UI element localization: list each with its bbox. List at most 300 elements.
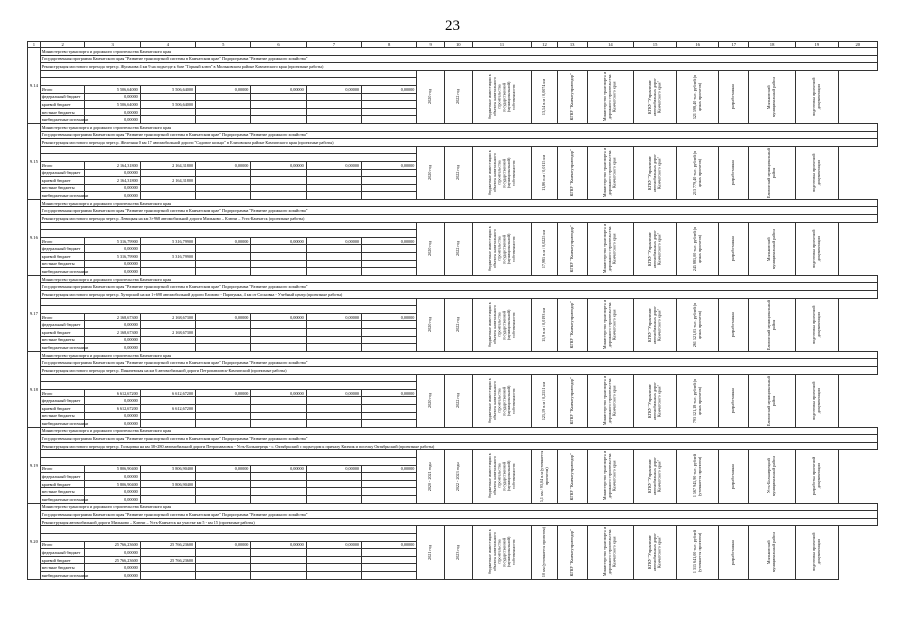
record-start-text: 2020 год (427, 165, 433, 181)
record-end (444, 526, 472, 579)
record-capacity-text: 5,1 км / 93,04 п.м (уточняется проектом) (538, 450, 549, 503)
funding-value (140, 268, 195, 276)
funding-value (251, 260, 306, 268)
funding-value: 0,00000 (362, 161, 417, 169)
funding-source-label: федеральный бюджет (40, 93, 85, 101)
funding-value (196, 556, 251, 564)
funding-value (251, 192, 306, 200)
funding-value: 5 316,79900 (85, 253, 140, 261)
funding-value (140, 571, 195, 579)
funding-value (362, 488, 417, 496)
column-number: 18 (749, 42, 796, 48)
record-capacity-text: 10 км (уточняется проектом) (541, 527, 547, 578)
funding-source-label: краевой бюджет (40, 253, 85, 261)
funding-value (362, 404, 417, 412)
funding-value (306, 321, 361, 329)
record-builder-text: КГКУ "Управление автомобильных дорог Камчатского края" (646, 457, 662, 496)
funding-value (306, 480, 361, 488)
empty-cell (40, 450, 417, 458)
record-object-row (28, 442, 878, 450)
funding-source-label: внебюджетные источники (41, 572, 89, 578)
funding-value (362, 556, 417, 564)
funding-value (196, 169, 251, 177)
record-start (417, 450, 445, 503)
record-capacity (532, 526, 558, 579)
funding-value: 6 612,67200 (140, 404, 195, 412)
funding-value: 0,00000 (251, 161, 306, 169)
record-capacity-text: 17,985 п.м / 0,0225 км (541, 229, 547, 268)
funding-source-label: краевой бюджет (40, 101, 85, 109)
funding-value: 2 164,31800 (85, 177, 140, 185)
funding-source-label: Итого (40, 389, 85, 397)
record-org-row (28, 48, 878, 56)
record-end-text: 2022 - 2023 годы (454, 461, 460, 492)
funding-value (362, 321, 417, 329)
record-end (444, 70, 472, 123)
record-district (749, 450, 796, 503)
record-stage (719, 146, 749, 199)
column-number: 12 (532, 42, 558, 48)
funding-source-label: внебюджетные источники (41, 269, 89, 275)
record-grbs-text: Министерство транспорта и дорожного строительства Камчатского края (602, 452, 617, 502)
funding-value: 25 766,23600 (85, 541, 140, 549)
funding-value (140, 336, 195, 344)
funding-value (306, 420, 361, 428)
record-spacer-row (28, 222, 878, 230)
record-work (795, 526, 838, 579)
record-direction (472, 450, 532, 503)
empty-cell (40, 306, 417, 314)
funding-value (362, 571, 417, 579)
record-direction-text: бюджетные инвестиции в объекты капитального строительства государственной (муниципальной) собственности (486, 454, 516, 499)
record-start (417, 298, 445, 351)
funding-value: 0,00000 (85, 108, 140, 116)
record-start-text: 2020 год (427, 89, 433, 105)
funding-value (140, 108, 195, 116)
funding-value (306, 177, 361, 185)
funding-value: 0,00000 (251, 85, 306, 93)
funding-value: 6 612,67200 (85, 389, 140, 397)
record-builder (634, 222, 677, 275)
funding-value (196, 245, 251, 253)
funding-value: 0,00000 (306, 313, 361, 321)
funding-source-label: краевой бюджет (40, 404, 85, 412)
funding-value (306, 93, 361, 101)
record-direction-text: бюджетные инвестиции в объекты капитального строительства государственной (муниципальной) собственности (486, 378, 516, 423)
empty-cell (40, 70, 417, 78)
record-grbs (587, 526, 634, 579)
funding-value: 25 766,23600 (85, 556, 140, 564)
funding-value: 0,00000 (362, 465, 417, 473)
funding-value (251, 397, 306, 405)
record-org-row (28, 351, 878, 359)
funding-value (362, 169, 417, 177)
funding-value: 6 612,67200 (85, 404, 140, 412)
record-work-text: подготовка проектной документации (810, 533, 821, 572)
record-customer (557, 70, 587, 123)
record-organization: Министерство транспорта и дорожного строительства Камчатского края (40, 123, 877, 131)
funding-value: 0,00000 (85, 549, 140, 557)
empty-cell (40, 298, 417, 306)
column-number: 15 (634, 42, 677, 48)
funding-value: 5 316,79900 (140, 237, 195, 245)
funding-value (251, 344, 306, 352)
record-object-row (28, 518, 878, 526)
record-direction (472, 222, 532, 275)
funding-value: 0,00000 (251, 465, 306, 473)
record-end (444, 222, 472, 275)
record-stage-text: разработанная (730, 312, 736, 338)
funding-value (140, 473, 195, 481)
funding-value (251, 116, 306, 124)
record-spacer-row (28, 526, 878, 534)
column-number: 7 (306, 42, 361, 48)
record-program: Государственная программа Камчатского края "Развитие транспортной системы в Камчатском крае" Подпрограмма "Развитие дорожного хозяйства" (40, 435, 877, 443)
funding-value (251, 336, 306, 344)
funding-source-label: внебюджетные источники (41, 117, 89, 123)
empty-cell (40, 382, 417, 390)
record-program-row (28, 207, 878, 215)
record-program: Государственная программа Камчатского края "Развитие транспортной системы в Камчатском крае" Подпрограмма "Развитие дорожного хозяйства" (40, 55, 877, 63)
funding-value (251, 404, 306, 412)
record-direction (472, 70, 532, 123)
record-program: Государственная программа Камчатского края "Развитие транспортной системы в Камчатском крае" Подпрограмма "Развитие дорожного хозяйства" (40, 359, 877, 367)
funding-value (362, 549, 417, 557)
funding-value (306, 184, 361, 192)
funding-value: 0,00000 (196, 541, 251, 549)
empty-cell (40, 222, 417, 230)
funding-value (306, 116, 361, 124)
record-object: Реконструкция автомобильной дороги Мильково – Ключи – Усть-Камчатск на участке км 5 - км 15 (проектные работы) (40, 518, 877, 526)
funding-value (251, 328, 306, 336)
funding-value: 0,00000 (85, 321, 140, 329)
record-district-text: Усть-Большерецкий муниципальный район (766, 456, 777, 497)
column-number: 20 (838, 42, 877, 48)
funding-value (362, 412, 417, 420)
record-builder (634, 298, 677, 351)
funding-value: 0,00000 (85, 184, 140, 192)
record-object: Реконструкция мостового перехода через р. Жупанова 4 км 9 на подъезде к базе "Горный ключ" в Мильковском районе Камчатского края (проектные работы) (40, 63, 877, 71)
record-cost-text: 213 779,40 тыс. рублей (в ценах проектов) (691, 150, 702, 195)
record-end (444, 146, 472, 199)
record-object-row (28, 63, 878, 71)
record-direction (472, 298, 532, 351)
funding-value (196, 496, 251, 504)
funding-value (140, 397, 195, 405)
record-start-text: 2021 год (427, 545, 433, 560)
funding-value: 0,00000 (306, 541, 361, 549)
funding-value: 0,00000 (85, 116, 140, 124)
record-capacity-text: 125,19 п.м / 0,2551 км (541, 381, 547, 420)
funding-value: 0,00000 (251, 237, 306, 245)
record-district-text: Мильковский муниципальный район (766, 228, 777, 269)
funding-source-label: краевой бюджет (40, 556, 85, 564)
funding-value: 0,00000 (196, 465, 251, 473)
funding-source-label: внебюджетные источники (41, 496, 89, 502)
funding-value (196, 344, 251, 352)
record-grbs (587, 298, 634, 351)
funding-value (251, 480, 306, 488)
funding-value (251, 420, 306, 428)
funding-value: 5 506,64000 (85, 85, 140, 93)
record-organization: Министерство транспорта и дорожного строительства Камчатского края (40, 48, 877, 56)
funding-value (362, 116, 417, 124)
empty-cell (40, 154, 417, 162)
record-end-text: 2022 год (454, 317, 460, 333)
funding-value (251, 488, 306, 496)
funding-source-label: местные бюджеты (40, 564, 85, 572)
funding-value (140, 93, 195, 101)
record-program: Государственная программа Камчатского края "Развитие транспортной системы в Камчатском крае" Подпрограмма "Развитие дорожного хозяйства" (40, 131, 877, 139)
record-work-text: подготовка проектной документации (810, 305, 821, 344)
column-number: 5 (196, 42, 251, 48)
record-code: 9.19 (28, 427, 41, 503)
record-end-text: 2022 год (454, 89, 460, 105)
record-code: 9.17 (28, 275, 41, 351)
empty-cell (40, 534, 417, 542)
funding-value (362, 564, 417, 572)
funding-value (251, 564, 306, 572)
funding-value (306, 101, 361, 109)
record-direction-text: бюджетные инвестиции в объекты капитального строительства государственной (муниципальной) собственности (486, 226, 516, 272)
record-code: 9.16 (28, 199, 41, 275)
funding-value (196, 549, 251, 557)
record-builder (634, 146, 677, 199)
funding-value: 25 766,23600 (140, 556, 195, 564)
funding-value: 0,00000 (306, 161, 361, 169)
record-capacity-text: 11,9 п.м / 0,0193 км (541, 307, 547, 342)
record-object: Реконструкция мостового перехода через р. Железная 0 км 17 автомобильной дороги "Садовое кольцо" в Елизовском районе Камчатского края (проектные работы) (40, 139, 877, 147)
funding-value (140, 184, 195, 192)
record-customer (557, 526, 587, 579)
funding-value: 2 164,31800 (85, 161, 140, 169)
record-district (749, 374, 796, 427)
record-spacer-row (28, 146, 878, 154)
funding-value (196, 420, 251, 428)
funding-source-label: местные бюджеты (40, 488, 85, 496)
funding-value (196, 488, 251, 496)
funding-value (306, 169, 361, 177)
funding-value (140, 420, 195, 428)
record-builder (634, 374, 677, 427)
record-stage (719, 70, 749, 123)
column-number: 8 (362, 42, 417, 48)
funding-source-label: внебюджетные источники (41, 193, 89, 199)
funding-value (362, 260, 417, 268)
funding-value (196, 473, 251, 481)
funding-value: 6 612,67200 (140, 389, 195, 397)
funding-value (251, 496, 306, 504)
funding-value (362, 397, 417, 405)
record-district (749, 526, 796, 579)
funding-value (196, 268, 251, 276)
record-work (795, 222, 838, 275)
record-stage-text: разработанная (730, 84, 736, 110)
funding-value (362, 473, 417, 481)
funding-value (362, 93, 417, 101)
record-customer-text: КГКУ "Камчатуправтодор" (568, 149, 574, 197)
record-work (795, 146, 838, 199)
funding-value: 0,00000 (362, 389, 417, 397)
record-object: Реконструкция мостового перехода через р. Гольцовка на км 38+280 автомобильной дороги Петропавловск - Усть-Большерецк - с. Октябрьский с подъездом к причалу Кихчик и поселку Октябрьский (проектные работы) (40, 442, 877, 450)
record-start (417, 222, 445, 275)
record-district-text: Елизовский муниципальный район (766, 375, 777, 426)
column-number: 17 (719, 42, 749, 48)
record-start (417, 374, 445, 427)
funding-value (196, 260, 251, 268)
funding-source-label: федеральный бюджет (40, 245, 85, 253)
funding-value (306, 488, 361, 496)
record-stage-text: разработанная (730, 236, 736, 262)
record-direction (472, 526, 532, 579)
record-organization: Министерство транспорта и дорожного строительства Камчатского края (40, 351, 877, 359)
empty-cell (40, 526, 417, 534)
record-spacer-row (28, 374, 878, 382)
funding-value (251, 245, 306, 253)
funding-value (362, 328, 417, 336)
funding-value (362, 184, 417, 192)
record-organization: Министерство транспорта и дорожного строительства Камчатского края (40, 275, 877, 283)
record-end-text: 2022 год (454, 165, 460, 181)
funding-value (251, 108, 306, 116)
funding-value (362, 480, 417, 488)
funding-value (306, 564, 361, 572)
record-object: Реконструкция мостового перехода через р. Хуторской на км 1+698 автомобильной дороги Елизово - Паратунка, 4 км от Сосновка - Учебный центр (проектные работы) (40, 291, 877, 299)
funding-value: 0,00000 (85, 488, 140, 496)
funding-value (362, 253, 417, 261)
funding-value (196, 101, 251, 109)
record-end-text: 2022 год (454, 393, 460, 409)
funding-value (196, 397, 251, 405)
record-builder-text: КГКУ "Управление автомобильных дорог Камчатского края" (646, 153, 662, 192)
record-program-row (28, 131, 878, 139)
record-cost (676, 70, 719, 123)
funding-value (306, 473, 361, 481)
funding-value (362, 192, 417, 200)
empty-cell (40, 230, 417, 238)
record-program-row (28, 283, 878, 291)
record-stage (719, 222, 749, 275)
record-cost (676, 222, 719, 275)
funding-value (251, 169, 306, 177)
record-object-row (28, 139, 878, 147)
record-district (749, 70, 796, 123)
funding-value (140, 412, 195, 420)
record-grbs-text: Министерство транспорта и дорожного строительства Камчатского края (602, 376, 617, 426)
record-program-row (28, 511, 878, 519)
funding-value: 0,00000 (196, 389, 251, 397)
empty-cell (40, 374, 417, 382)
funding-value (306, 336, 361, 344)
record-org-row (28, 503, 878, 511)
record-org-row (28, 275, 878, 283)
record-code: 9.14 (28, 48, 41, 124)
funding-value (196, 177, 251, 185)
funding-source-label: федеральный бюджет (40, 549, 85, 557)
record-cost-text: 521 598,40 тыс. рублей (в ценах проектов) (691, 74, 702, 119)
funding-value (362, 420, 417, 428)
record-work-text: подготовка проектной документации (810, 77, 821, 117)
record-grbs-text: Министерство транспорта и дорожного строительства Камчатского края (602, 72, 617, 122)
record-cost-text: 793 121,18 тыс. рублей (в ценах проектов) (691, 378, 702, 423)
empty-cell (40, 458, 417, 466)
funding-value: 2 164,31800 (140, 161, 195, 169)
funding-value: 0,00000 (85, 336, 140, 344)
record-cost-text: 245 885,00 тыс. рублей (в ценах проектов) (691, 226, 702, 271)
record-program-row (28, 55, 878, 63)
funding-value (251, 321, 306, 329)
column-number: 2 (40, 42, 85, 48)
record-org-row (28, 199, 878, 207)
record-organization: Министерство транспорта и дорожного строительства Камчатского края (40, 503, 877, 511)
record-district-text: Елизовский муниципальный район (766, 299, 777, 350)
funding-value (251, 93, 306, 101)
funding-value: 0,00000 (85, 397, 140, 405)
record-object: Реконструкция мостового перехода через р. Пиначевская на км 6 автомобильной дороги Петропавловск-Камчатский (проектные работы) (40, 366, 877, 374)
record-end (444, 298, 472, 351)
funding-value (251, 177, 306, 185)
record-object-row (28, 366, 878, 374)
record-program-row (28, 359, 878, 367)
funding-value (140, 488, 195, 496)
funding-value (306, 108, 361, 116)
record-grbs (587, 450, 634, 503)
record-stage-text: разработанная (730, 160, 736, 186)
record-grbs (587, 374, 634, 427)
funding-source-label: Итого (40, 313, 85, 321)
funding-source-label: федеральный бюджет (40, 397, 85, 405)
funding-value: 0,00000 (85, 169, 140, 177)
funding-source-label: Итого (40, 237, 85, 245)
funding-value: 0,00000 (85, 412, 140, 420)
record-customer-text: КГКУ "Камчатуправтодор" (568, 528, 574, 577)
funding-value: 0,00000 (85, 268, 140, 276)
record-end-text: 2023 год (454, 545, 460, 560)
record-object: Реконструкция мостового перехода через р. Левицкая на км 3+968 автомобильной дороги Мильково – Ключи – Усть-Камчатск (проектные работы) (40, 215, 877, 223)
record-capacity (532, 146, 558, 199)
funding-value (251, 556, 306, 564)
record-cost (676, 526, 719, 579)
record-customer (557, 222, 587, 275)
funding-value (140, 321, 195, 329)
funding-value: 0,00000 (251, 389, 306, 397)
record-work-text: подготовка проектной документации (810, 153, 821, 193)
funding-value: 0,00000 (196, 85, 251, 93)
funding-source-label: Итого (40, 161, 85, 169)
funding-source-label: федеральный бюджет (40, 321, 85, 329)
record-end (444, 374, 472, 427)
funding-value (140, 496, 195, 504)
record-code: 9.15 (28, 123, 41, 199)
funding-value: 5 506,64000 (140, 85, 195, 93)
record-customer (557, 298, 587, 351)
record-work (795, 450, 838, 503)
record-end (444, 450, 472, 503)
record-capacity (532, 298, 558, 351)
record-grbs (587, 70, 634, 123)
funding-source-label: краевой бюджет (40, 480, 85, 488)
funding-value: 0,00000 (251, 541, 306, 549)
funding-source-label: федеральный бюджет (40, 169, 85, 177)
record-org-row (28, 123, 878, 131)
funding-value (306, 404, 361, 412)
funding-value (362, 108, 417, 116)
record-district-text: Мильковский муниципальный район (766, 532, 777, 573)
funding-value: 0,00000 (362, 85, 417, 93)
record-customer-text: КГКУ "Камчатуправтодор" (568, 452, 574, 501)
record-customer-text: КГКУ "Камчатуправтодор" (568, 73, 574, 121)
record-builder (634, 450, 677, 503)
